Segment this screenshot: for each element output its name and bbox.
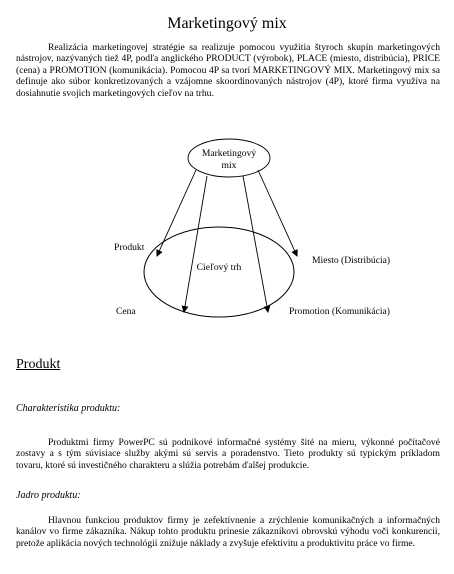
section-heading-product: Produkt bbox=[16, 357, 61, 372]
marketing-mix-label-line1: Marketingový bbox=[201, 148, 257, 159]
label-promotion: Promotion (Komunikácia) bbox=[289, 306, 390, 317]
characteristics-heading: Charakteristika produktu: bbox=[16, 403, 121, 414]
page-title: Marketingový mix bbox=[167, 15, 287, 32]
characteristics-paragraph: Produktmi firmy PowerPC sú podnikové informačné systémy šité na mieru, výkonné počítačové zostavy a s tým súvisiace služby akými sú servis a poradenstvo. Tieto produkty sú typickým príkladom tovaru, ktoré sú investičného charakteru a slúžia potrebám ďalšej produkcie. bbox=[16, 437, 440, 471]
marketing-mix-label-line2: mix bbox=[221, 160, 237, 171]
label-price: Cena bbox=[116, 306, 136, 317]
marketing-mix-diagram bbox=[0, 130, 454, 330]
arrow-promotion bbox=[243, 176, 268, 312]
target-market-label: Cieľový trh bbox=[196, 262, 242, 273]
core-paragraph: Hlavnou funkciou produktov firmy je zefektívnenie a zrýchlenie komunikačných a informačných kanálov vo firme zákazníka. Nákup tohto produktu prinesie zákazníkovi obrovskú výhodu voči konkurencii, pretože aplikácia nových technológií znižuje náklady a zvyšuje efektivitu a produktivitu práce vo firme. bbox=[16, 515, 440, 549]
arrow-place bbox=[258, 170, 297, 256]
core-heading: Jadro produktu: bbox=[16, 490, 81, 501]
arrow-price bbox=[184, 176, 207, 312]
label-place: Miesto (Distribúcia) bbox=[312, 255, 391, 266]
intro-paragraph: Realizácia marketingovej stratégie sa realizuje pomocou využitia štyroch skupín marketingových nástrojov, nazývaných tiež 4P, podľa anglického PRODUCT (výrobok), PLACE (miesto, distribúcia), PRICE (cena) a PROMOTION (komunikácia). Pomocou 4P sa tvorí MARKETINGOVÝ MIX. Marketingový mix sa definuje ako súbor konkretizovaných a vzájomne skoordinovaných nástrojov (4P), ktoré firma využíva na dosiahnutie svojich marketingových cieľov na trhu. bbox=[16, 42, 440, 99]
label-product: Produkt bbox=[114, 242, 145, 253]
arrow-product bbox=[157, 170, 196, 256]
